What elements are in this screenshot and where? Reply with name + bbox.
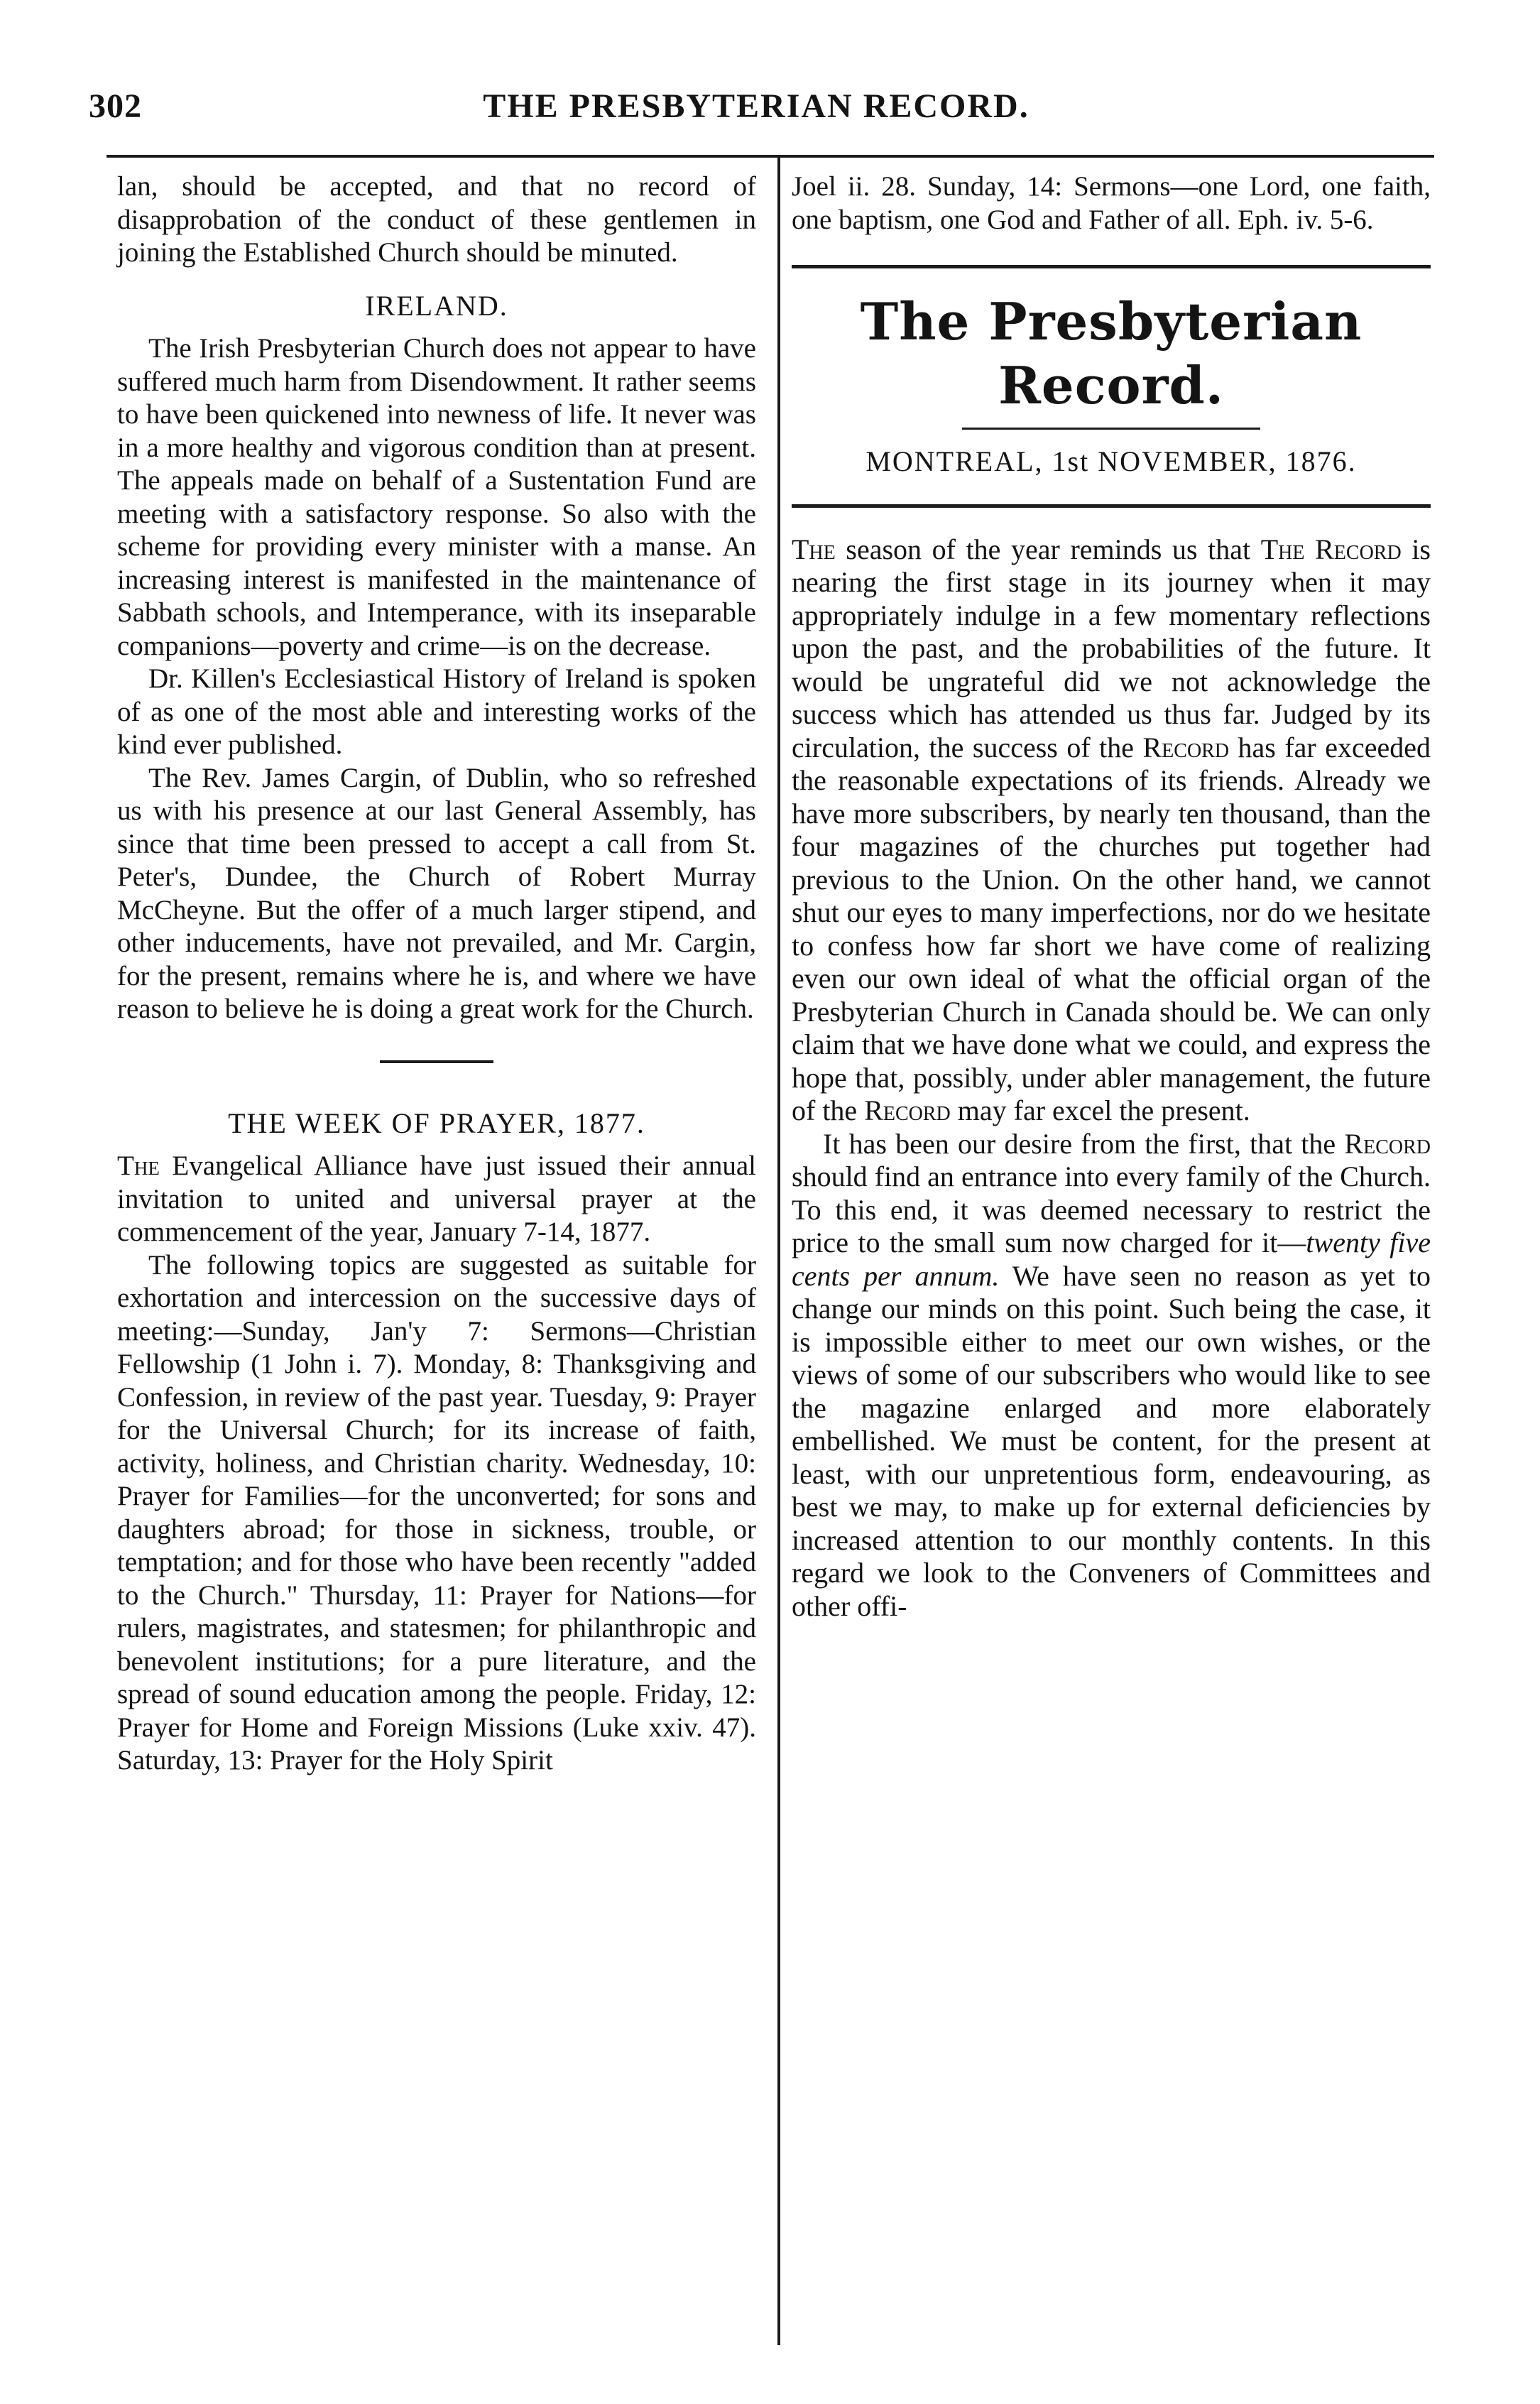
editorial-paragraph-2	[792, 1128, 1431, 1623]
ireland-heading: IRELAND.	[365, 289, 508, 322]
masthead-top-rule	[792, 265, 1431, 268]
record-name: Record	[1344, 1127, 1431, 1160]
masthead-title: The Presbyterian Record.	[860, 291, 1362, 415]
section-divider-rule	[380, 1060, 493, 1063]
editorial-text: is nearing the first stage in its journey when it may appropriately indulge in a few momentary reflections upon the past, and the probabilities of the future. It would be ungrateful did we not acknowledge the success which has attended us thus far. Judged by its circulation, the success of the	[792, 533, 1431, 763]
masthead-inner-rule	[962, 428, 1260, 430]
left-column	[117, 170, 756, 1778]
masthead-bottom-rule	[792, 504, 1431, 508]
editorial-text: should find an entrance into every family of the Church. To this end, it was deemed necessary to restrict the price to the small sum now charged for it—	[792, 1160, 1431, 1258]
ireland-paragraph-2: Dr. Killen's Ecclesiastical History of Ireland is spoken of as one of the most able and interesting works of the kind ever published.	[117, 663, 756, 760]
masthead-date: MONTREAL, 1st NOVEMBER, 1876.	[865, 445, 1357, 477]
right-column	[792, 170, 1431, 1623]
continuation-paragraph: Joel ii. 28. Sunday, 14: Sermons—one Lord, one faith, one baptism, one God and Father of all. Eph. iv. 5-6.	[792, 171, 1431, 235]
editorial-paragraph-1	[792, 533, 1431, 1128]
column-divider	[777, 158, 780, 2345]
editorial-text: has far exceeded the reasonable expectations of its friends. Already we have more subscribers, by nearly ten thousand, than the four magazines of the churches put together had previous to the Union. On the other hand, we cannot shut our eyes to many imperfections, nor do we hesitate to confess how far short we have come of realizing even our own ideal of what the official organ of the Presbyterian Church in Canada should be. We can only claim that we have done what we could, and express the hope that, possibly, under abler management, the future of the	[792, 731, 1431, 1126]
record-name: Record	[864, 1094, 951, 1126]
page-number: 302	[89, 87, 142, 125]
editorial-text: It has been our desire from the first, that the	[823, 1127, 1345, 1160]
week-of-prayer-paragraph-1	[117, 1150, 756, 1249]
editorial-article	[792, 533, 1431, 1623]
lead-word: The	[117, 1151, 160, 1181]
editorial-text: season of the year reminds us that	[835, 533, 1261, 565]
opening-paragraph: lan, should be accepted, and that no record of disapprobation of the conduct of these gentlemen in joining the Established Church should be minuted.	[117, 171, 756, 268]
week-of-prayer-paragraph-1-text: Evangelical Alliance have just issued their annual invitation to united and universal prayer at the commencement of the year, January 7-14, 1877.	[117, 1151, 756, 1247]
ireland-paragraph-3: The Rev. James Cargin, of Dublin, who so refreshed us with his presence at our last General Assembly, has since that time been pressed to accept a call from St. Peter's, Dundee, the Church of Robert Murray McCheyne. But the offer of a much larger stipend, and other inducements, have not prevailed, and Mr. Cargin, for the present, remains where he is, and where we have reason to believe he is doing a great work for the Church.	[117, 762, 756, 1024]
editorial-text: may far excel the present.	[950, 1094, 1250, 1126]
header-rule	[107, 155, 1434, 158]
page-header	[89, 87, 1424, 136]
subscription-price: twenty five cents per annum.	[792, 1227, 1431, 1292]
editorial-text: We have seen no reason as yet to change our minds on this point. Such being the case, it is impossible either to meet our own wishes, or the views of some of our subscribers who would like to see the magazine enlarged and more elaborately embellished. We must be content, for the present at least, with our unpretentious form, endeavouring, as best we may, to make up for external deficiencies by increased attention to our monthly contents. In this regard we look to the Conveners of Committees and other offi-	[792, 1259, 1431, 1622]
week-of-prayer-paragraph-2: The following topics are suggested as suitable for exhortation and intercession on the successive days of meeting:—Sunday, Jan'y 7: Sermons—Christian Fellowship (1 John i. 7). Monday, 8: Thanksgiving and Confession, in review of the past year. Tuesday, 9: Prayer for the Universal Church; for its increase of faith, activity, holiness, and Christian charity. Wednesday, 10: Prayer for Families—for the unconverted; for sons and daughters abroad; for those in sickness, trouble, or temptation; and for those who have been recently "added to the Church." Thursday, 11: Prayer for Nations—for rulers, magistrates, and statesmen; for philanthropic and benevolent institutions; for a pure literature, and the spread of sound education among the people. Friday, 12: Prayer for Home and Foreign Missions (Luke xxiv. 47). Saturday, 13: Prayer for the Holy Spirit	[117, 1249, 756, 1775]
record-name: The Record	[1260, 533, 1402, 565]
week-of-prayer-heading: THE WEEK OF PRAYER, 1877.	[228, 1106, 645, 1139]
running-title: THE PRESBYTERIAN RECORD.	[483, 87, 1030, 125]
lead-word: The	[792, 533, 836, 565]
ireland-paragraph-1: The Irish Presbyterian Church does not appear to have suffered much harm from Disendowment. It rather seems to have been quickened into newness of life. It never was in a more healthy and vigorous condition than at present. The appeals made on behalf of a Sustentation Fund are meeting with a satisfactory response. So also with the scheme for providing every minister with a manse. An increasing interest is manifested in the maintenance of Sabbath schools, and Intemperance, with its inseparable companions—poverty and crime—is on the decrease.	[117, 333, 756, 661]
record-name: Record	[1142, 731, 1230, 763]
